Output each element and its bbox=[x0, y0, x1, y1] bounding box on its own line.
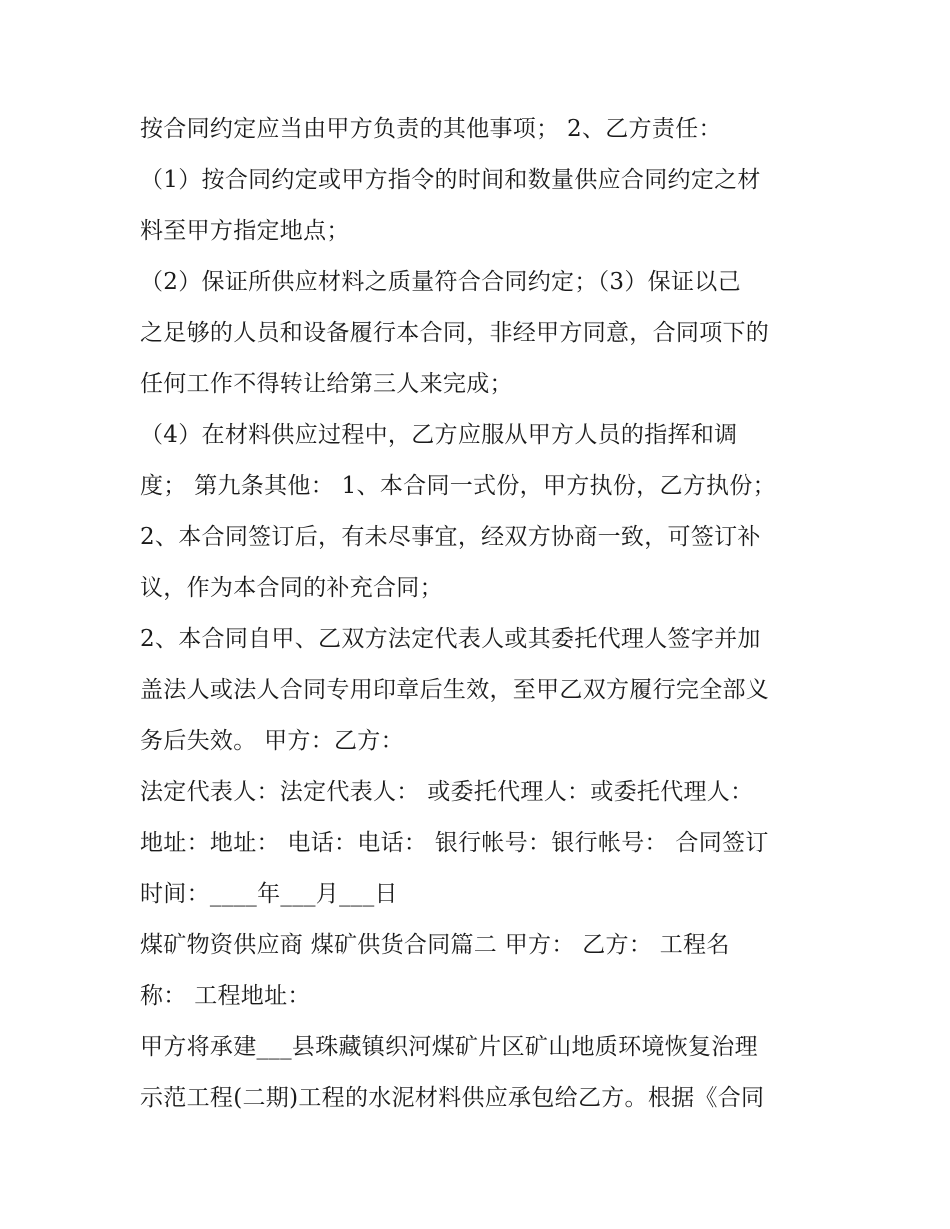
text-line-9: 2、本合同签订后，有未尽事宜，经双方协商一致，可签订补 bbox=[140, 524, 761, 550]
text-line-12: 盖法人或法人合同专用印章后生效，至甲乙双方履行完全部义 bbox=[140, 677, 770, 703]
text-line-13: 务后失效。 甲方：乙方： bbox=[140, 728, 404, 754]
text-line-15: 地址：地址： 电话：电话： 银行帐号：银行帐号： 合同签订 bbox=[140, 830, 769, 856]
text-line-18: 称： 工程地址： bbox=[140, 983, 311, 1009]
text-line-10: 议，作为本合同的补充合同； bbox=[140, 575, 443, 601]
text-line-11: 2、本合同自甲、乙双方法定代表人或其委托代理人签字并加 bbox=[140, 626, 761, 652]
text-line-3: 料至甲方指定地点； bbox=[140, 218, 350, 244]
text-line-5: 之足够的人员和设备履行本合同，非经甲方同意，合同项下的 bbox=[140, 320, 770, 346]
text-line-16: 时间：____年___月___日 bbox=[140, 881, 398, 907]
text-line-20: 示范工程(二期)工程的水泥材料供应承包给乙方。根据《合同 bbox=[140, 1085, 765, 1111]
text-line-17: 煤矿物资供应商 煤矿供货合同篇二 甲方： 乙方： 工程名 bbox=[140, 932, 730, 958]
text-line-19: 甲方将承建___县珠藏镇织河煤矿片区矿山地质环境恢复治理 bbox=[140, 1034, 758, 1060]
text-line-4: （2）保证所供应材料之质量符合合同约定；（3）保证以己 bbox=[140, 269, 741, 295]
text-line-1: 按合同约定应当由甲方负责的其他事项； 2、乙方责任： bbox=[140, 116, 722, 142]
text-line-8: 度； 第九条其他： 1、本合同一式份，甲方执份，乙方执份； bbox=[140, 473, 776, 499]
text-line-14: 法定代表人：法定代表人： 或委托代理人：或委托代理人： bbox=[140, 779, 754, 805]
text-line-7: （4）在材料供应过程中，乙方应服从甲方人员的指挥和调 bbox=[140, 422, 738, 448]
document-body bbox=[140, 104, 820, 1124]
text-line-6: 任何工作不得转让给第三人来完成； bbox=[140, 371, 513, 397]
text-line-2: （1）按合同约定或甲方指令的时间和数量供应合同约定之材 bbox=[140, 167, 761, 193]
